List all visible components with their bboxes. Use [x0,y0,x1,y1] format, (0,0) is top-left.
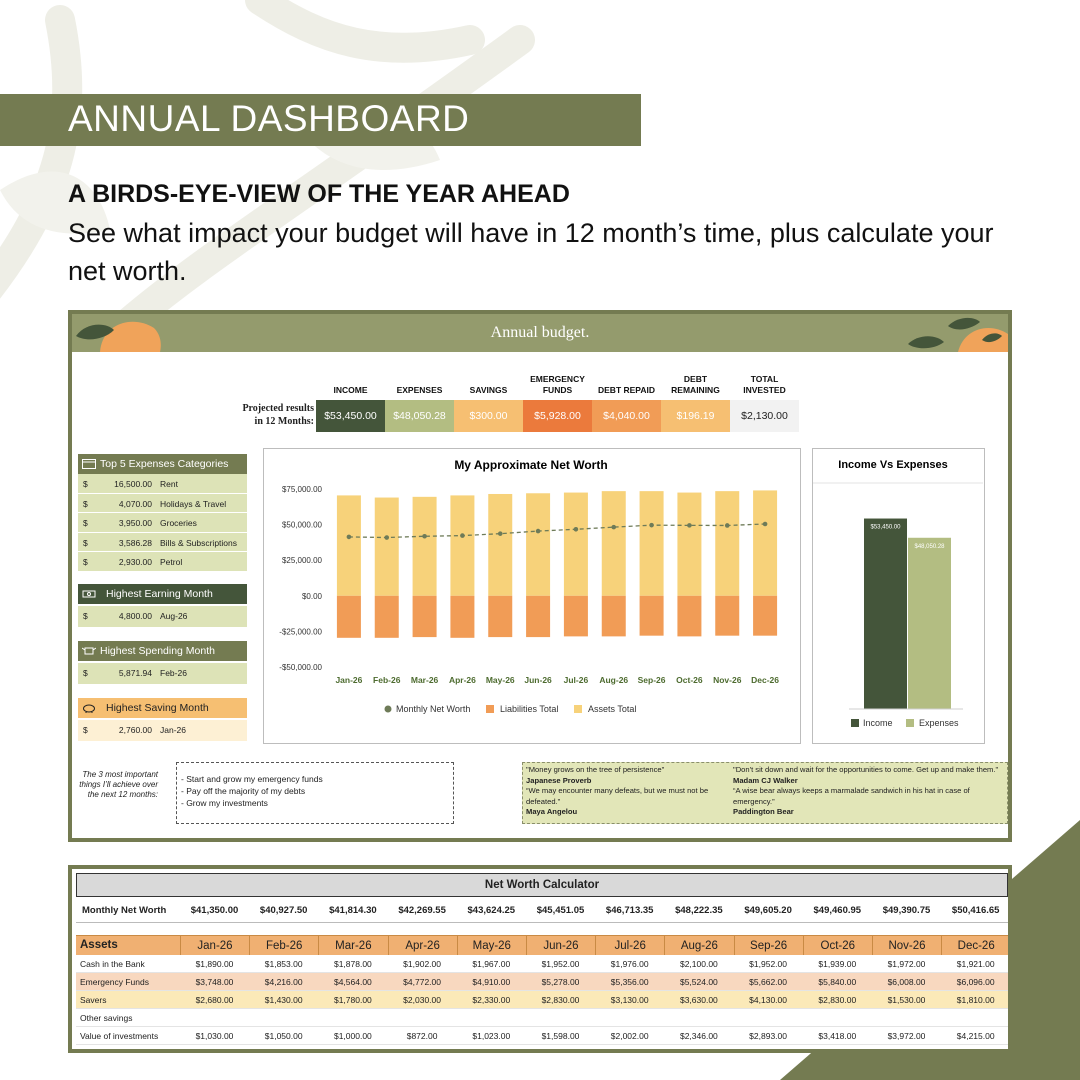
asset-cell[interactable]: $3,130.00 [610,995,649,1005]
asset-cell[interactable]: $1,050.00 [264,1031,303,1041]
assets-bar [602,491,626,596]
liabilities-bar [488,596,512,637]
projected-label: Projected results in 12 Months: [242,403,314,427]
asset-cell[interactable]: $3,630.00 [679,995,718,1005]
x-tick-label: Mar-26 [410,675,439,685]
net-worth-point [347,535,352,540]
month-header: Feb-26 [249,936,318,956]
asset-cell[interactable]: $4,216.00 [264,977,303,987]
highest-spending-header: Highest Spending Month [78,641,247,661]
month-header: Nov-26 [872,936,941,956]
highest-earning-row: $ 4,800.00 Aug-26 [78,606,247,628]
column-value-2[interactable]: $300.00 [454,400,523,432]
liabilities-bar [753,596,777,636]
monthly-net-worth-value: $48,222.35 [675,905,723,916]
asset-row-partial [76,1045,1008,1051]
annual-budget-title: Annual budget. [490,324,590,341]
quotes-box [522,762,1008,824]
chart-title: Income Vs Expenses [838,459,948,471]
liabilities-bar [602,596,626,637]
top5-row: $ 3,586.28 Bills & Subscriptions [78,533,247,553]
y-tick-label: $25,000.00 [281,556,322,566]
quote-column-1: "Money grows on the tree of persistence" Japanese Proverb “We may encounter many defeats, but we must not be defeated.” Maya Angelou [526,765,709,816]
bar-data-label: $53,450.00 [870,524,901,531]
y-tick-label: -$50,000.00 [279,663,322,672]
liabilities-bar [337,596,361,638]
asset-cell[interactable]: $5,840.00 [818,977,857,987]
legend-income: Income [863,718,893,728]
x-tick-label: Jun-26 [524,675,552,685]
x-tick-label: Aug-26 [599,675,629,685]
top5-row: $ 3,950.00 Groceries [78,513,247,533]
important-list[interactable] [176,762,454,824]
asset-cell[interactable]: $872.00 [406,1031,438,1041]
legend-assets: Assets Total [588,704,637,714]
assets-bar [488,494,512,596]
asset-cell[interactable]: $4,772.00 [403,977,441,987]
money-wings-icon [82,646,96,656]
monthly-net-worth-value: $43,624.25 [467,905,516,916]
legend-liabilities-icon [486,705,494,713]
monthly-net-worth-value: $40,927.50 [259,905,308,916]
asset-cell[interactable]: $4,130.00 [749,995,787,1005]
legend-net-worth: Monthly Net Worth [396,704,471,714]
month-header: Oct-26 [803,936,872,956]
x-tick-label: Dec-26 [751,675,780,685]
asset-cell[interactable]: $1,952.00 [541,959,580,969]
annual-budget-sheet [68,310,1012,842]
legend-liabilities: Liabilities Total [500,704,559,714]
month-header: Mar-26 [318,936,387,956]
month-header: Aug-26 [664,936,733,956]
column-header-4: DEBT REPAID [598,385,655,395]
description: See what impact your budget will have in 12 month’s time, plus calculate your net worth. [68,218,994,286]
asset-cell[interactable]: $6,096.00 [956,977,995,987]
asset-cell[interactable]: $2,346.00 [679,1031,718,1041]
net-worth-calculator-title: Net Worth Calculator [76,873,1008,897]
y-tick-label: $75,000.00 [281,485,322,494]
asset-cell[interactable]: $6,008.00 [887,977,926,987]
money-stack-icon [82,589,96,599]
net-worth-point [725,523,730,528]
x-tick-label: Apr-26 [448,675,476,685]
asset-cell[interactable]: $5,662.00 [749,977,787,987]
assets-bar [640,491,664,596]
asset-cell[interactable]: $1,023.00 [472,1031,511,1041]
column-value-3[interactable]: $5,928.00 [523,400,592,432]
column-header-1: EXPENSES [396,385,443,395]
asset-row [76,1027,1008,1045]
top5-row: $ 4,070.00 Holidays & Travel [78,494,247,514]
assets-bar [715,491,739,596]
asset-cell[interactable]: $2,100.00 [679,959,718,969]
asset-cell[interactable]: $2,002.00 [610,1031,649,1041]
liabilities-bar [564,596,588,637]
bar-data-label: $48,050.28 [914,543,945,550]
legend-income-icon [851,719,859,727]
net-worth-point [422,534,427,539]
important-item: - Grow my investments [181,798,268,808]
asset-cell[interactable]: $1,810.00 [956,995,995,1005]
net-worth-sheet [68,865,1012,1053]
asset-cell[interactable]: $2,830.00 [541,995,580,1005]
assets-bar [337,495,361,595]
income-expense-bar [908,538,951,709]
asset-cell[interactable]: $1,430.00 [264,995,303,1005]
asset-row [76,991,1008,1009]
net-worth-point [649,523,654,528]
important-label: The 3 most important things I’ll achieve over the next 12 months: [79,770,158,799]
top5-row: $ 16,500.00 Rent [78,474,247,494]
asset-cell[interactable]: $5,524.00 [679,977,718,987]
column-header-2: SAVINGS [469,385,508,395]
assets-bar [564,493,588,596]
page-title: ANNUAL DASHBOARD [68,98,470,139]
chart-title: My Approximate Net Worth [454,458,608,472]
asset-cell[interactable]: $1,878.00 [333,959,372,969]
assets-bar [753,490,777,595]
liabilities-bar [640,596,664,636]
piggy-bank-icon [82,703,96,713]
y-tick-label: $0.00 [301,591,322,601]
asset-cell[interactable]: $1,939.00 [818,959,857,969]
asset-row-label: Savers [80,995,107,1005]
column-value-6[interactable]: $2,130.00 [730,400,799,432]
asset-cell[interactable]: $2,893.00 [749,1031,787,1041]
asset-cell[interactable]: $5,356.00 [610,977,649,987]
asset-row [76,955,1008,973]
column-header-5: DEBT REMAINING [671,374,720,395]
assets-label: Assets [80,939,118,951]
x-tick-label: Nov-26 [713,675,742,685]
monthly-net-worth-value: $50,416.65 [951,905,1000,916]
liabilities-bar [677,596,701,637]
quote-column-2: "Don't sit down and wait for the opportunities to come. Get up and make them." Madam CJ Walker “A wise bear always keeps a marmalade sandwich in his hat in case of emergency.” Paddington Bear [733,765,999,816]
net-worth-point [574,527,579,532]
asset-cell[interactable]: $3,972.00 [887,1031,926,1041]
asset-cell[interactable]: $1,967.00 [472,959,511,969]
column-value-0[interactable]: $53,450.00 [316,400,385,432]
asset-cell[interactable]: $1,530.00 [887,995,926,1005]
month-header: Apr-26 [388,936,457,956]
legend-net-worth-icon [385,706,392,713]
net-worth-point [498,531,503,536]
x-tick-label: Jan-26 [335,675,363,685]
monthly-net-worth-label: Monthly Net Worth [82,905,167,916]
important-item: - Pay off the majority of my debts [181,786,306,796]
legend-expenses: Expenses [919,718,959,728]
assets-bar [375,498,399,596]
highest-spending-row: $ 5,871.94 Feb-26 [78,663,247,685]
asset-row [76,973,1008,991]
top5-row: $ 2,930.00 Petrol [78,552,247,572]
liabilities-bar [375,596,399,638]
asset-cell[interactable]: $1,952.00 [749,959,787,969]
month-header: Sep-26 [734,936,803,956]
asset-cell[interactable]: $2,030.00 [403,995,441,1005]
monthly-net-worth-value: $42,269.55 [398,905,446,916]
legend-assets-icon [574,705,582,713]
asset-row-label: Emergency Funds [80,977,149,987]
x-tick-label: May-26 [485,675,515,685]
liabilities-bar [413,596,437,637]
monthly-net-worth-value: $41,350.00 [190,905,239,916]
asset-cell[interactable]: $3,748.00 [195,977,234,987]
net-worth-point [687,523,692,528]
highest-saving-header: Highest Saving Month [78,698,247,718]
asset-cell[interactable]: $4,215.00 [956,1031,995,1041]
net-worth-point [536,529,541,534]
subtitle: A BIRDS-EYE-VIEW OF THE YEAR AHEAD [68,180,570,208]
asset-cell[interactable]: $1,030.00 [195,1031,234,1041]
net-worth-line [349,524,765,538]
liabilities-bar [715,596,739,636]
legend-expenses-icon [906,719,914,727]
asset-row [76,1009,1008,1027]
column-value-1[interactable]: $48,050.28 [385,400,454,432]
asset-cell[interactable]: $1,598.00 [541,1031,580,1041]
asset-cell[interactable]: $1,780.00 [333,995,372,1005]
monthly-net-worth-value: $45,451.05 [536,905,585,916]
asset-cell[interactable]: $1,972.00 [887,959,926,969]
monthly-net-worth-value: $49,390.75 [882,905,931,916]
highest-saving-row: $ 2,760.00 Jan-26 [78,720,247,742]
monthly-net-worth-value: $41,814.30 [329,905,377,916]
month-header: Jul-26 [595,936,664,956]
x-tick-label: Jul-26 [563,675,589,685]
highest-earning-header: Highest Earning Month [78,584,247,604]
asset-cell[interactable]: $2,830.00 [818,995,857,1005]
monthly-net-worth-value: $49,460.95 [813,905,862,916]
card-icon [82,459,96,469]
column-value-5[interactable]: $196.19 [661,400,730,432]
asset-row-label: Value of investments [80,1031,159,1041]
x-tick-label: Sep-26 [637,675,666,685]
x-tick-label: Feb-26 [373,675,401,685]
income-vs-expenses-chart [812,448,985,744]
asset-cell[interactable]: $1,921.00 [956,959,995,969]
column-header-3: EMERGENCY FUNDS [530,374,585,395]
asset-cell[interactable]: $1,976.00 [610,959,649,969]
liabilities-bar [526,596,550,637]
month-header: May-26 [457,936,526,956]
asset-cell[interactable]: $2,330.00 [472,995,511,1005]
important-item: - Start and grow my emergency funds [181,774,323,784]
monthly-net-worth-row [76,897,1008,923]
net-worth-point [384,535,389,540]
asset-row-label: Other savings [80,1013,133,1023]
y-tick-label: $50,000.00 [281,520,322,530]
x-tick-label: Oct-26 [676,675,703,685]
income-expense-bar [864,519,907,709]
assets-header-row [76,935,1008,955]
top5-header: Top 5 Expenses Categories [78,454,247,474]
assets-bar [413,497,437,596]
column-value-4[interactable]: $4,040.00 [592,400,661,432]
net-worth-point [460,533,465,538]
annual-budget-header [72,314,1008,352]
asset-cell[interactable]: $1,000.00 [333,1031,372,1041]
net-worth-point [763,522,768,527]
assets-bar [677,493,701,596]
column-header-6: TOTAL INVESTED [743,374,786,395]
asset-cell[interactable]: $5,278.00 [541,977,580,987]
title-banner [0,94,641,146]
monthly-net-worth-value: $49,605.20 [744,905,792,916]
column-header-0: INCOME [333,385,368,395]
asset-row-label: Cash in the Bank [80,959,145,969]
asset-cell[interactable]: $1,902.00 [403,959,441,969]
assets-bar [526,493,550,596]
month-header: Jun-26 [526,936,595,956]
asset-cell[interactable]: $2,680.00 [195,995,234,1005]
monthly-net-worth-value: $46,713.35 [605,905,654,916]
asset-cell[interactable]: $4,910.00 [472,977,511,987]
month-header: Dec-26 [941,936,1010,956]
asset-cell[interactable]: $1,890.00 [195,959,234,969]
month-header: Jan-26 [180,936,249,956]
asset-cell[interactable]: $3,418.00 [818,1031,857,1041]
y-tick-label: -$25,000.00 [279,627,322,637]
assets-bar [450,495,474,595]
asset-cell[interactable]: $4,564.00 [333,977,372,987]
net-worth-point [611,525,616,530]
liabilities-bar [450,596,474,638]
net-worth-chart [263,448,801,744]
asset-cell[interactable]: $1,853.00 [264,959,303,969]
